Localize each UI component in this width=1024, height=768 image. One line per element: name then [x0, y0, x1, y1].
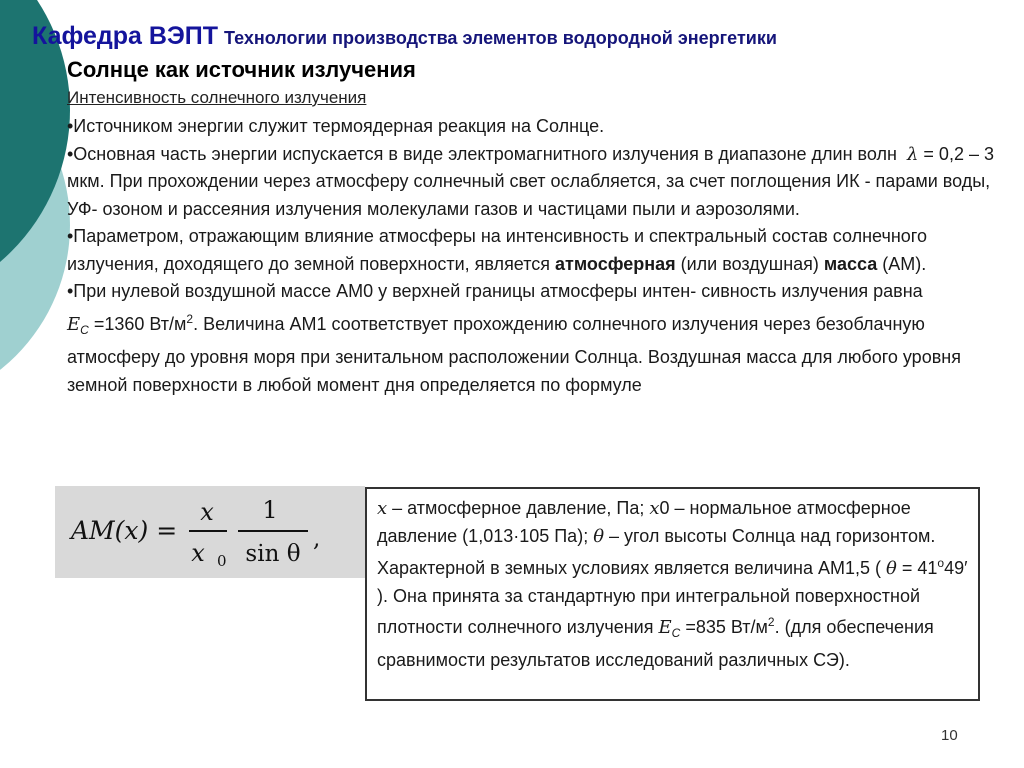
formula-subscript-zero: 0: [217, 552, 227, 570]
text-segment: (АМ).: [882, 253, 927, 274]
e-symbol: E: [658, 617, 672, 638]
text-segment: =1360 Вт/м: [93, 313, 187, 334]
air-mass-formula: [55, 486, 365, 578]
formula-numerator-one: 1: [262, 496, 278, 524]
prime-symbol: ′: [964, 558, 968, 578]
text-segment: . Величина АМ1 соответствует прохождению солнечного излучения через безоблачную атмосферу до уровня моря при зенитальном расположении Солнца. Воздушная масса для любого уровня земной поверхности в любой момент дня определяется по формуле: [67, 313, 961, 395]
page-number: 10: [941, 727, 958, 744]
note-variables: [377, 495, 970, 550]
formula-denominator-x: x: [191, 539, 205, 567]
lambda-symbol: λ: [906, 143, 919, 165]
formula-graphic: [55, 486, 365, 578]
theta-symbol: θ: [886, 558, 897, 579]
formula-notes-box: [365, 487, 980, 701]
text-segment: (или воздушная): [680, 253, 819, 274]
paragraph-am0: [67, 278, 997, 399]
theta-symbol: θ: [593, 525, 605, 547]
text-segment: =835 Вт/м: [685, 617, 768, 637]
text-segment: •При нулевой воздушной массе АМ0 у верхней границы атмосферы интен- сивность излучения равна: [67, 281, 923, 301]
paragraph-em-radiation: [67, 141, 997, 224]
superscript: 2: [767, 615, 775, 629]
e-symbol: E: [67, 313, 81, 335]
degree-superscript: о: [937, 556, 945, 570]
note-am15: [377, 550, 970, 673]
slide-header: [32, 22, 777, 51]
bold-term: атмосферная: [555, 253, 676, 274]
paragraph-air-mass: [67, 223, 997, 278]
superscript: 2: [186, 311, 194, 326]
formula-comma: ,: [313, 526, 321, 552]
text-segment: . (для обеспечения сравнимости результатов исследований различных СЭ).: [377, 617, 934, 670]
slide-title: Солнце как источник излучения: [67, 57, 416, 82]
paragraph-energy-source: •Источником энергии служит термоядерная реакция на Солнце.: [67, 116, 605, 136]
text-segment: = 0,2 – 3 мкм. При прохождении через атмосферу солнечный свет ослабляется, за счет поглощения ИК - парами воды, УФ- озоном и рассеяния излучения молекулами газов и частицами пыли и аэрозолями.: [67, 143, 994, 219]
text-segment: – угол высоты Солнца над горизонтом.: [604, 525, 936, 546]
text-segment: •Параметром, отражающим влияние атмосферы на интенсивность и спектральный состав солнечного излучения, доходящего до земной поверхности, является: [67, 226, 927, 274]
subscript: C: [80, 322, 89, 337]
x0-symbol: x: [649, 498, 660, 519]
x-symbol: x: [377, 498, 388, 519]
text-segment: = 41: [896, 558, 938, 578]
text-segment: – атмосферное давление, Па;: [387, 498, 650, 518]
text-segment: ). Она принята за стандартную при интегральной поверхностной плотности солнечного излучения: [377, 585, 921, 637]
bold-term: масса: [823, 253, 878, 274]
slide-subtitle: Интенсивность солнечного излучения: [67, 88, 367, 107]
formula-numerator-x: x: [200, 498, 214, 526]
text-segment: 0 – нормальное атмосферное давление (1,013·105 Па);: [377, 498, 911, 546]
department-name: Кафедра ВЭПТ: [32, 22, 218, 50]
course-name: Технологии производства элементов водородной энергетики: [224, 28, 777, 48]
text-segment: Характерной в земных условиях является величина АМ1,5 (: [377, 558, 887, 578]
subscript: C: [671, 626, 681, 640]
formula-denominator-sin: sin θ: [245, 541, 301, 567]
formula-lhs: AM(x) =: [71, 516, 178, 545]
text-segment: •Основная часть энергии испускается в виде электромагнитного излучения в диапазоне длин волн: [67, 143, 897, 164]
slide-body: [67, 113, 997, 399]
text-segment: 49: [944, 558, 965, 578]
